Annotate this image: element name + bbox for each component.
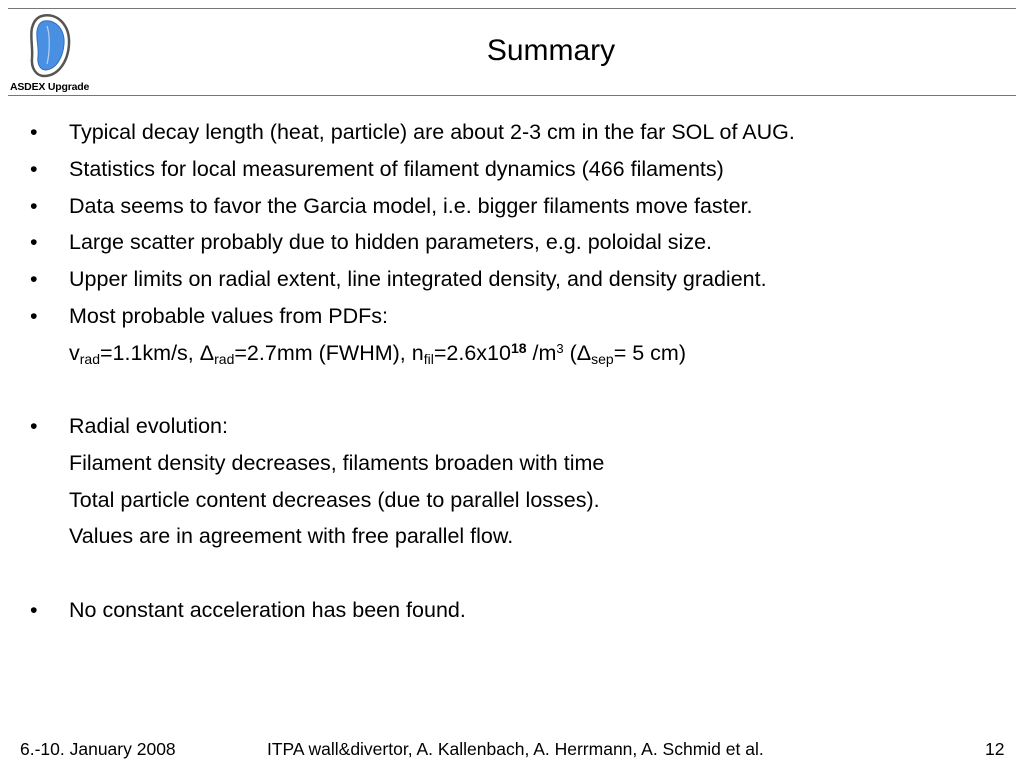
footer-date: 6.-10. January 2008 <box>20 739 176 759</box>
bullet-marker: • <box>30 598 38 622</box>
bullet-upper-limits: Upper limits on radial extent, line integrated density, and density gradient. <box>69 267 767 291</box>
radial-detail-line: Total particle content decreases (due to parallel losses). <box>69 488 600 512</box>
slide-title: Summary <box>486 34 616 67</box>
delta-value: =2.7mm (FWHM), <box>234 341 412 365</box>
page-number: 12 <box>985 739 1005 759</box>
bullet-most-probable: Most probable values from PDFs: <box>69 304 389 328</box>
footer-credits: ITPA wall&divertor, A. Kallenbach, A. Herrmann, A. Schmid et al. <box>267 739 764 759</box>
asdex-upgrade-logo <box>8 10 98 96</box>
bullet-marker: • <box>30 194 38 218</box>
separatrix-open: (Δ <box>563 341 592 365</box>
bullet-garcia-model: Data seems to favor the Garcia model, i.e. bigger filaments move faster. <box>69 194 753 218</box>
delta-subscript: rad <box>214 351 235 367</box>
density-value: =2.6x10 <box>433 341 511 365</box>
separatrix-subscript: sep <box>591 351 614 367</box>
bullet-marker: • <box>30 414 38 438</box>
bullet-large-scatter: Large scatter probably due to hidden parameters, e.g. poloidal size. <box>69 230 713 254</box>
velocity-symbol: v <box>69 341 80 365</box>
bullet-no-acceleration: No constant acceleration has been found. <box>69 598 466 622</box>
velocity-subscript: rad <box>79 351 100 367</box>
bullet-marker: • <box>30 267 38 291</box>
bullet-decay-length: Typical decay length (heat, particle) are about 2-3 cm in the far SOL of AUG. <box>69 120 795 144</box>
most-probable-values-line <box>69 340 686 366</box>
bullet-marker: • <box>30 157 38 181</box>
header-bottom-rule <box>8 95 1016 96</box>
velocity-value: =1.1km/s, <box>99 341 200 365</box>
bullet-radial-evolution: Radial evolution: <box>69 414 228 438</box>
bullet-marker: • <box>30 120 38 144</box>
density-unit: /m <box>526 341 557 365</box>
delta-symbol: Δ <box>199 341 215 365</box>
density-unit-exponent: 3 <box>556 341 564 356</box>
radial-detail-line: Values are in agreement with free parallel flow. <box>69 524 514 548</box>
separatrix-value: = 5 cm) <box>613 341 686 365</box>
bullet-marker: • <box>30 230 38 254</box>
plasma-cross-section-icon <box>28 12 72 80</box>
radial-detail-line: Filament density decreases, filaments broaden with time <box>69 451 605 475</box>
density-subscript: fil <box>423 351 434 367</box>
logo-label: ASDEX Upgrade <box>10 81 90 93</box>
bullet-marker: • <box>30 304 38 328</box>
density-exponent: 18 <box>510 340 527 356</box>
header-top-rule <box>8 8 1016 9</box>
bullet-statistics: Statistics for local measurement of filament dynamics (466 filaments) <box>69 157 724 181</box>
density-symbol: n <box>411 341 424 365</box>
